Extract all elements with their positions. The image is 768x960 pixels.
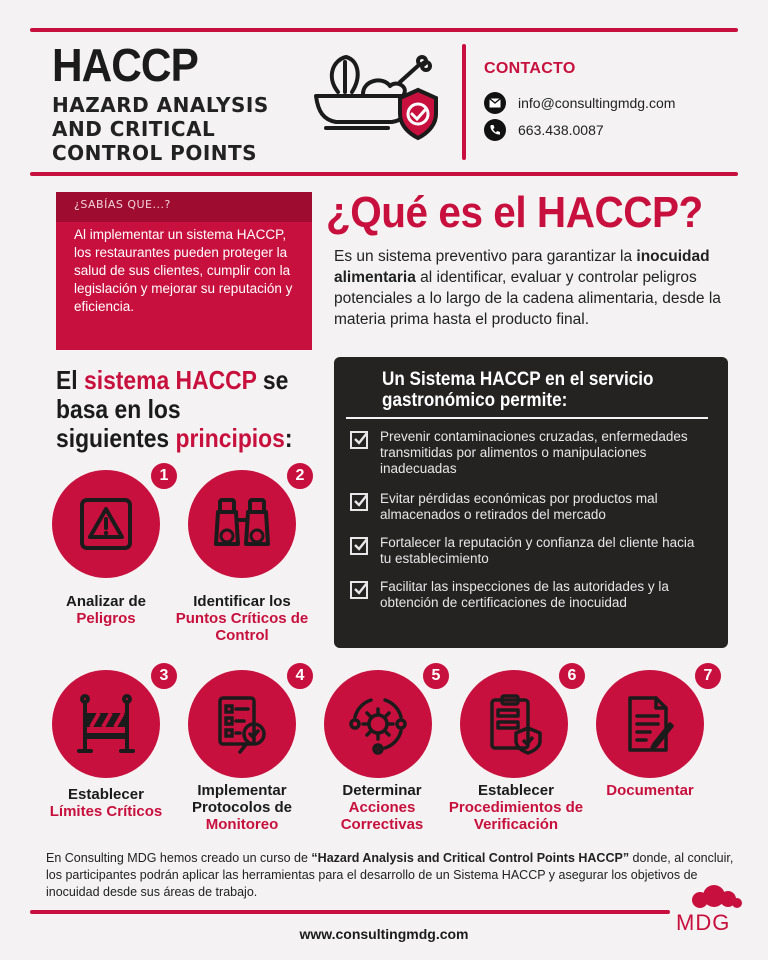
benefits-box [334,357,728,648]
food-safety-icon [308,52,448,146]
benefit-text: Evitar pérdidas económicas por productos mal almacenados o retirados del mercado [380,491,658,522]
subtitle-line: HAZARD ANALYSIS [52,93,269,117]
definition-bold: inocuidad alimentaria [334,248,710,286]
step-label-text: Analizar de [65,593,147,610]
principles-text: : [284,423,293,453]
step-4-label [176,782,308,833]
principles-highlight: sistema HACCP [83,365,257,395]
mdg-logo [676,884,746,936]
contact-heading: CONTACTO [484,60,576,77]
principles-highlight: principios [175,423,285,453]
course-description [46,850,736,901]
step-label-highlight: Documentar [606,782,694,799]
top-rule [30,28,738,32]
gear-process-icon [345,691,411,757]
did-you-know-heading: ¿SABÍAS QUE...? [56,192,312,222]
step-3-label [40,786,172,820]
checklist-magnifier-icon [210,692,274,756]
benefit-item [350,579,700,611]
step-6-number: 6 [556,660,588,692]
step-label-highlight: Monitoreo [205,816,279,833]
header-divider [462,44,466,160]
benefit-item [350,429,700,477]
step-4-number: 4 [284,660,316,692]
checkbox-icon [350,537,368,555]
definition-paragraph [334,246,734,330]
step-6-circle [460,670,568,778]
step-7-circle [596,670,704,778]
contact-email[interactable]: info@consultingmdg.com [518,95,676,111]
step-7-number: 7 [692,660,724,692]
document-pencil-icon [620,692,680,756]
contact-phone[interactable]: 663.438.0087 [518,122,604,138]
step-1-label [40,593,172,627]
step-5-circle [324,670,432,778]
barrier-icon [73,691,139,757]
step-label-text: Determinar [342,782,422,799]
binoculars-icon [210,494,274,554]
step-label-text: Identificar los [193,593,291,610]
benefits-heading [382,369,653,411]
principles-heading [56,366,294,453]
step-label-highlight: Puntos Críticos de Control [175,610,309,644]
step-label-text: Establecer [68,786,144,803]
course-name: “Hazard Analysis and Critical Control Points HACCP” [311,851,630,865]
mdg-logo-text: MDG [676,910,731,935]
step-2-number: 2 [284,460,316,492]
step-1-circle [52,470,160,578]
clipboard-shield-icon [482,692,546,756]
benefit-item [350,535,700,567]
principles-text: El [56,365,84,395]
logo-bubbles-icon [676,884,746,910]
step-3-number: 3 [148,660,180,692]
definition-text: al identificar, evaluar y controlar peligros potenciales a lo largo de la cadena alimentaria, desde la materia prima hasta el producto final. [334,269,721,328]
step-label-highlight: Límites Críticos [49,803,163,820]
step-label-highlight: Procedimientos de Verificación [448,799,584,833]
warning-icon [76,494,136,554]
benefit-text: Facilitar las inspecciones de las autoridades y la obtención de certificaciones de inocuidad [380,579,669,610]
contact-email-row[interactable] [484,92,675,114]
step-5-number: 5 [420,660,452,692]
step-5-label [316,782,448,833]
checkbox-icon [350,493,368,511]
mail-icon [484,92,506,114]
footer-rule [30,910,670,914]
step-6-label [446,782,586,833]
header-bottom-rule [30,172,738,176]
did-you-know-text: Al implementar un sistema HACCP, los restaurantes pueden proteger la salud de sus clientes, cumplir con la legislación y mejorar su reputación y eficiencia. [74,227,293,314]
step-label-text: Establecer [478,782,554,799]
section-title-que-es: ¿Qué es el HACCP? [326,188,703,237]
course-text: donde, al concluir, los participantes podrán aplicar las herramientas para el desarrollo de un Sistema HACCP y asegurar los objetivos de inocuidad desde sus áreas de trabajo. [46,851,734,899]
benefits-heading-line: gastronómico permite: [382,390,568,411]
page-title: HACCP [52,39,198,91]
step-2-label [172,593,312,644]
did-you-know-box [56,192,312,350]
benefits-divider [346,417,708,419]
subtitle-line: CONTROL POINTS [52,141,258,165]
subtitle-line: AND CRITICAL [52,117,216,141]
step-4-circle [188,670,296,778]
benefit-item [350,491,700,523]
step-2-circle [188,470,296,578]
step-7-label [584,782,716,799]
principles-text: se basa en los siguientes [56,365,289,453]
step-3-circle [52,670,160,778]
contact-phone-row[interactable] [484,119,604,141]
step-label-highlight: Acciones Correctivas [340,799,424,833]
phone-icon [484,119,506,141]
step-label-text: Implementar Protocolos de [191,782,292,816]
step-label-highlight: Peligros [76,610,136,627]
website-link[interactable]: www.consultingmdg.com [299,926,469,942]
benefits-heading-line: Un Sistema HACCP en el servicio [382,369,654,390]
checkbox-icon [350,431,368,449]
page-subtitle [52,93,269,165]
checkbox-icon [350,581,368,599]
definition-text: Es un sistema preventivo para garantizar la [334,248,637,265]
step-1-number: 1 [148,460,180,492]
course-text: En Consulting MDG hemos creado un curso de [46,851,312,865]
benefit-text: Fortalecer la reputación y confianza del cliente hacia tu establecimiento [380,535,695,566]
benefit-text: Prevenir contaminaciones cruzadas, enfermedades transmitidas por alimentos o manipulaciones inadecuadas [380,429,688,476]
